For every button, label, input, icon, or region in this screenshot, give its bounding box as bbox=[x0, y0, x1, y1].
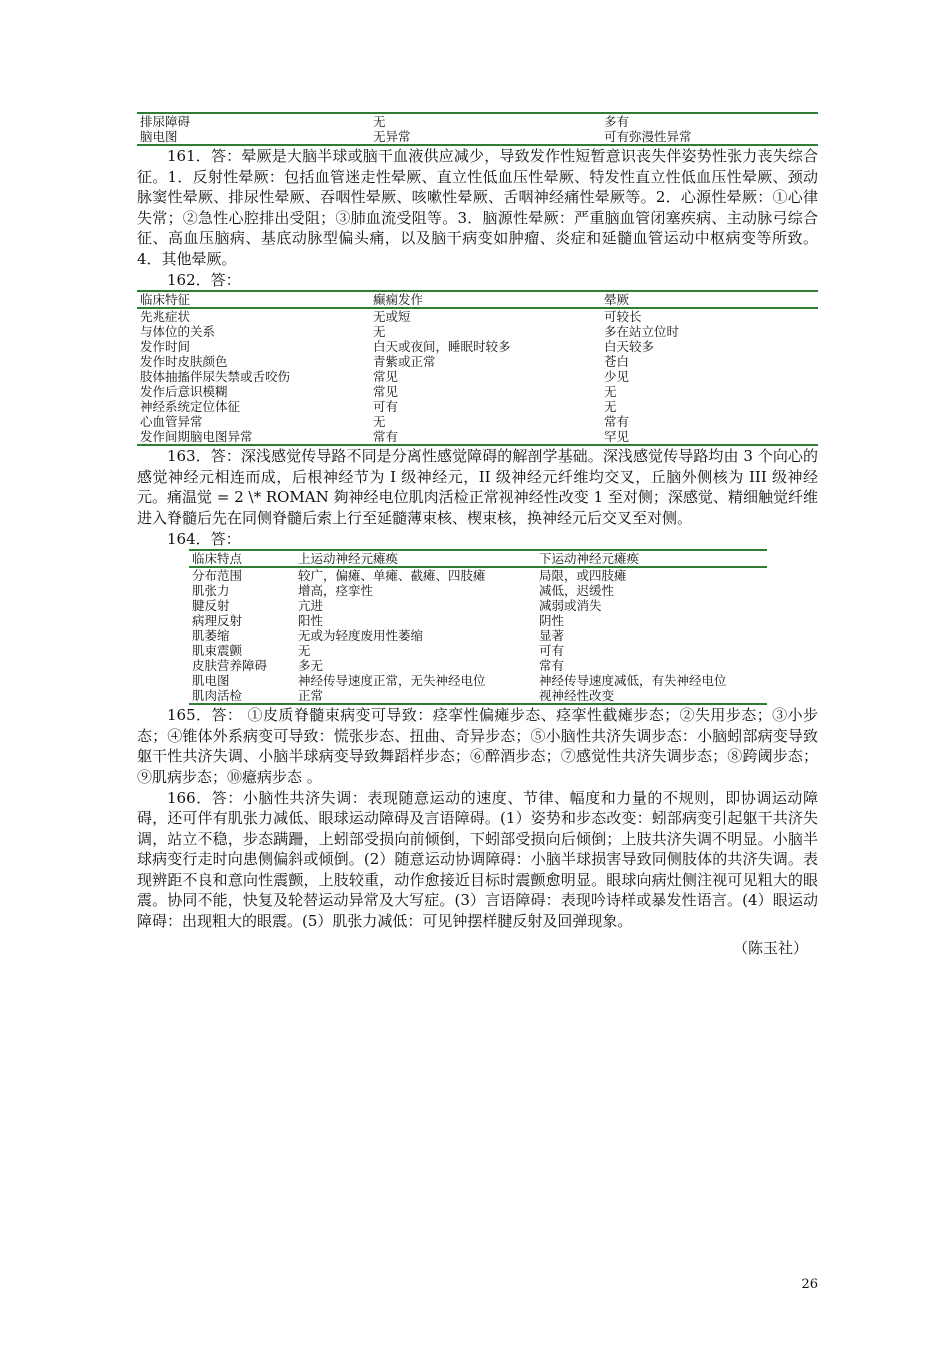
table-cell: 多在站立位时 bbox=[604, 324, 680, 340]
table-cell: 肢体抽搐伴尿失禁或舌咬伤 bbox=[140, 369, 291, 385]
table-cell: 肌束震颤 bbox=[192, 643, 243, 659]
table-row bbox=[189, 613, 767, 628]
table-cell: 白天较多 bbox=[604, 339, 655, 355]
table-cell: 白天或夜间，睡眠时较多 bbox=[373, 339, 511, 355]
answer-163: 163．答：深浅感觉传导路不同是分离性感觉障碍的解剖学基础。深浅感觉传导路均由 3 个向心的感觉神经元相连而成，后根神经节为 I 级神经元，II 级神经元纤维均交叉，丘脑外侧核为 III 级神经元。痛温觉 = 2 \* ROMAN 夠神经电位肌肉活检正常视神经性改变 1 至对侧；深感觉、精细触觉纤维进入脊髓后先在同侧脊髓后索上行至延髓薄束核、楔束核，换神经元后交叉至对侧。 bbox=[137, 447, 818, 527]
table-cell: 青紫或正常 bbox=[373, 354, 436, 370]
table-cell: 多无 bbox=[298, 658, 324, 674]
table-cell: 常有 bbox=[604, 414, 630, 430]
answer-165: 165．答： ①皮质脊髓束病变可导致：痉挛性偏瘫步态、痉挛性截瘫步态；②失用步态；③小步态；④锥体外系病变可导致：慌张步态、扭曲、奇异步态；⑤小脑性共济失调步态：小脑蚓部病变导致躯干性共济失调、小脑半球病变导致舞蹈样步态；⑥醉酒步态；⑦感觉性共济失调步态；⑧跨阈步态；⑨肌病步态；⑩癔病步态 。 bbox=[137, 706, 818, 786]
table-cell: 较广，偏瘫、单瘫、截瘫、四肢瘫 bbox=[298, 568, 486, 584]
table-row bbox=[189, 673, 767, 688]
table-cell: 与体位的关系 bbox=[140, 324, 216, 340]
answer-164-heading: 164．答： bbox=[167, 529, 241, 548]
table-cell: 可有弥漫性异常 bbox=[604, 129, 692, 144]
table-cell: 晕厥 bbox=[601, 291, 818, 308]
table-row bbox=[137, 339, 818, 354]
table-row bbox=[137, 429, 818, 445]
table-cell: 常有 bbox=[539, 658, 565, 674]
table-cell: 亢进 bbox=[298, 598, 324, 614]
table-cell: 少见 bbox=[604, 369, 630, 385]
table-cell: 排尿障碍 bbox=[140, 114, 191, 129]
table-row bbox=[137, 369, 818, 384]
answer-162-heading: 162．答： bbox=[167, 270, 241, 289]
table-cell: 视神经性改变 bbox=[539, 688, 615, 704]
table-row bbox=[189, 583, 767, 598]
table-cell: 病理反射 bbox=[192, 613, 243, 629]
table-cell: 肌肉活检 bbox=[192, 688, 243, 704]
table-header-row bbox=[137, 291, 818, 308]
table-header-row bbox=[189, 550, 767, 567]
table-cell: 苍白 bbox=[604, 354, 630, 370]
table-row bbox=[137, 399, 818, 414]
table-cell: 上运动神经元瘫痪 bbox=[295, 550, 536, 567]
table-cell: 发作间期脑电图异常 bbox=[140, 429, 253, 445]
table-cell: 先兆症状 bbox=[140, 309, 191, 325]
table-cell: 脑电图 bbox=[140, 129, 178, 144]
table-cell: 临床特征 bbox=[137, 291, 370, 308]
table-164-upper-vs-lower-motor-neuron bbox=[189, 549, 767, 705]
table-row bbox=[137, 384, 818, 399]
table-cell: 无 bbox=[373, 414, 386, 430]
table-cell: 无 bbox=[373, 114, 386, 129]
table-row bbox=[137, 414, 818, 429]
table-cell: 阴性 bbox=[539, 613, 565, 629]
table-cell: 无 bbox=[604, 399, 617, 415]
table-cell: 常见 bbox=[373, 384, 399, 400]
table-cell: 神经系统定位体征 bbox=[140, 399, 241, 415]
table-cell: 心血管异常 bbox=[140, 414, 203, 430]
table-row bbox=[137, 113, 818, 129]
table-cell: 发作时间 bbox=[140, 339, 191, 355]
table-cell: 可较长 bbox=[604, 309, 642, 325]
table-cell: 肌萎缩 bbox=[192, 628, 230, 644]
author-signature: （陈玉社） bbox=[732, 938, 808, 957]
page-number: 26 bbox=[801, 1277, 818, 1292]
table-cell: 神经传导速度减低，有失神经电位 bbox=[539, 673, 727, 689]
table-row bbox=[189, 643, 767, 658]
table-cell: 增高，痉挛性 bbox=[298, 583, 374, 599]
table-row bbox=[189, 628, 767, 643]
table-cell: 肌电图 bbox=[192, 673, 230, 689]
page-body bbox=[137, 112, 818, 958]
table-cell: 常有 bbox=[373, 429, 399, 445]
table-cell: 无 bbox=[604, 384, 617, 400]
table-cell: 无 bbox=[373, 324, 386, 340]
table-cell: 肌张力 bbox=[192, 583, 230, 599]
table-row bbox=[137, 324, 818, 339]
table-cell: 腱反射 bbox=[192, 598, 230, 614]
table-row bbox=[189, 658, 767, 673]
table-cell: 多有 bbox=[604, 114, 630, 129]
table-cell: 正常 bbox=[298, 688, 324, 704]
table-cell: 癫痫发作 bbox=[370, 291, 601, 308]
table-cell: 临床特点 bbox=[189, 550, 295, 567]
table-row bbox=[137, 354, 818, 369]
table-cell: 发作时皮肤颜色 bbox=[140, 354, 228, 370]
table-row bbox=[137, 129, 818, 145]
table-cell: 显著 bbox=[539, 628, 565, 644]
table-cell: 皮肤营养障碍 bbox=[192, 658, 268, 674]
answer-161: 161．答：晕厥是大脑半球或脑干血液供应减少，导致发作性短暂意识丧失伴姿势性张力丧失综合征。1．反射性晕厥：包括血管迷走性晕厥、直立性低血压性晕厥、特发性直立性低血压性晕厥、颈动脉窦性晕厥、排尿性晕厥、吞咽性晕厥、咳嗽性晕厥、舌咽神经痛性晕厥等。2．心源性晕厥：①心律失常；②急性心腔排出受阻；③肺血流受阻等。3．脑源性晕厥：严重脑血管闭塞疾病、主动脉弓综合征、高血压脑病、基底动脉型偏头痛，以及脑干病变如肿瘤、炎症和延髓血管运动中枢病变等所致。4．其他晕厥。 bbox=[137, 147, 818, 268]
table-row bbox=[189, 598, 767, 613]
table-cell: 无或为轻度废用性萎缩 bbox=[298, 628, 424, 644]
table-cell: 下运动神经元瘫痪 bbox=[536, 550, 767, 567]
table-cell: 常见 bbox=[373, 369, 399, 385]
table-cell: 神经传导速度正常，无失神经电位 bbox=[298, 673, 486, 689]
table-cell: 无异常 bbox=[373, 129, 411, 144]
table-cell: 罕见 bbox=[604, 429, 630, 445]
table-cell: 无 bbox=[298, 643, 311, 659]
table-row bbox=[137, 308, 818, 324]
table-cell: 减低，迟缓性 bbox=[539, 583, 615, 599]
table-cell: 无或短 bbox=[373, 309, 411, 325]
table-cell: 分布范围 bbox=[192, 568, 243, 584]
table-cell: 减弱或消失 bbox=[539, 598, 602, 614]
table-top-continuation bbox=[137, 112, 818, 146]
table-cell: 可有 bbox=[373, 399, 399, 415]
table-cell: 可有 bbox=[539, 643, 565, 659]
table-row bbox=[189, 567, 767, 583]
table-cell: 阳性 bbox=[298, 613, 324, 629]
table-162-epilepsy-vs-syncope bbox=[137, 290, 818, 446]
table-row bbox=[189, 688, 767, 704]
table-cell: 发作后意识模糊 bbox=[140, 384, 228, 400]
answer-166: 166．答：小脑性共济失调：表现随意运动的速度、节律、幅度和力量的不规则，即协调运动障碍，还可伴有肌张力减低、眼球运动障碍及言语障碍。(1）姿势和步态改变：蚓部病变引起躯干共济失调，站立不稳，步态蹒跚，上蚓部受损向前倾倒，下蚓部受损向后倾倒；上肢共济失调不明显。小脑半球病变行走时向患侧偏斜或倾倒。(2）随意运动协调障碍：小脑半球损害导致同侧肢体的共济失调。表现辨距不良和意向性震颤，上肢较重，动作愈接近目标时震颤愈明显。眼球向病灶侧注视可见粗大的眼震。协同不能，快复及轮替运动异常及大写症。(3）言语障碍：表现吟诗样或暴发性语言。(4）眼运动障碍：出现粗大的眼震。(5）肌张力减低：可见钟摆样腱反射及回弹现象。 bbox=[137, 788, 818, 931]
table-cell: 局限，或四肢瘫 bbox=[539, 568, 627, 584]
